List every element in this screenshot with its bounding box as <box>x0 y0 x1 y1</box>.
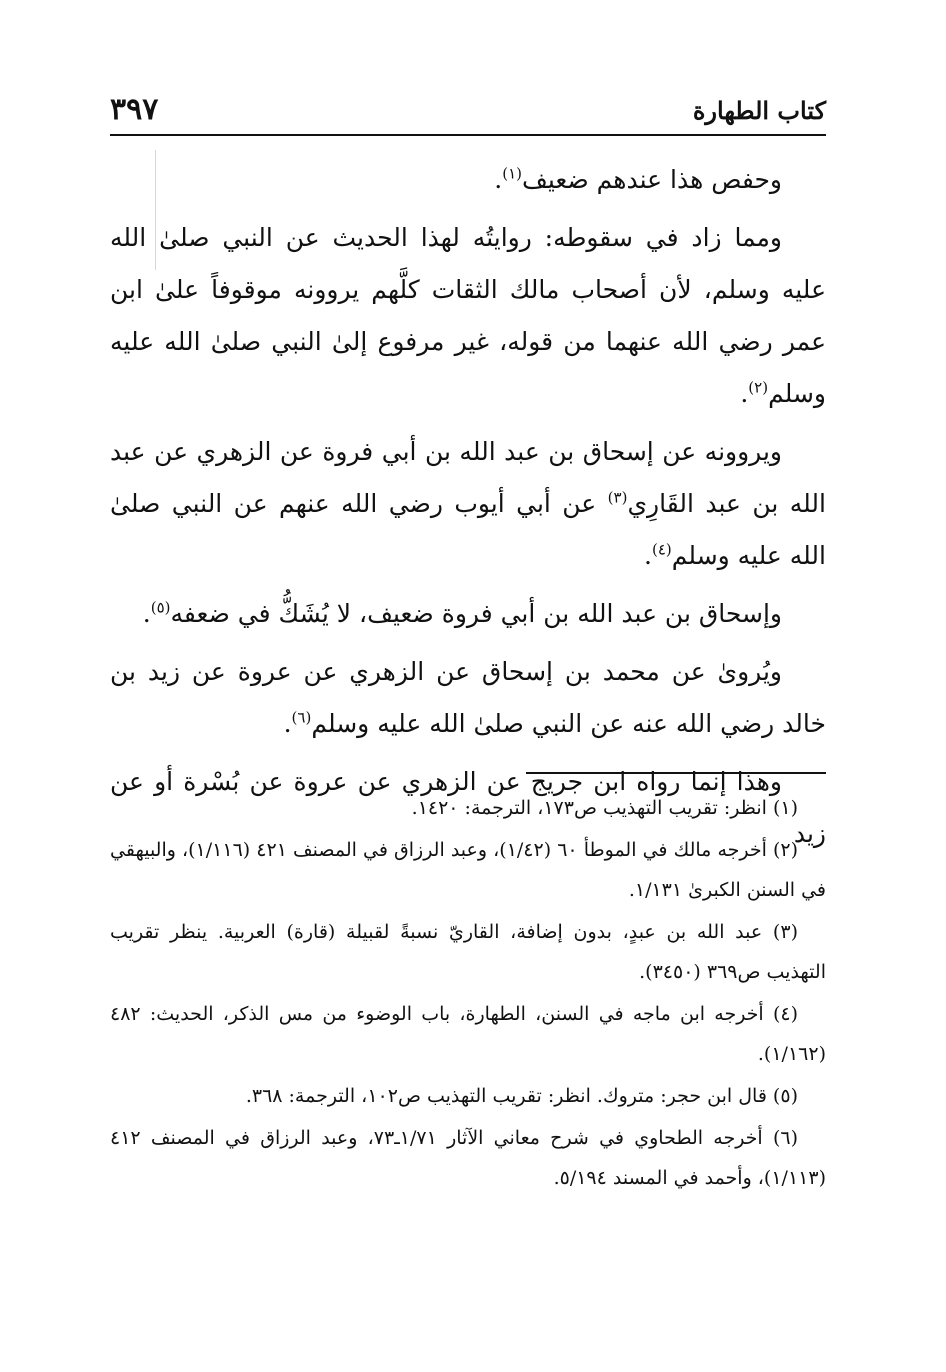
paragraph-2: ومما زاد في سقوطه: روايتُه لهذا الحديث عن النبي صلىٰ الله عليه وسلم، لأن أصحاب مالك الثقات كلَّهم يروونه موقوفاً علىٰ ابن عمر رضي الله عنهما من قوله، غير مرفوع إلىٰ النبي صلىٰ الله عليه وسلم$^{(٢)}$. <box>110 223 826 408</box>
footnote-4: (٤) أخرجه ابن ماجه في السنن، الطهارة، باب الوضوء من مس الذكر، الحديث: ٤٨٢ (١/١٦٢). <box>110 1003 826 1065</box>
paragraph-6: وهذا إنما رواه ابن جريج عن الزهري عن عروة عن بُسْرة أو عن زيد <box>110 767 826 848</box>
page-number: ٣٩٧ <box>110 92 159 127</box>
header-rule <box>110 134 826 136</box>
footnote-2: (٢) أخرجه مالك في الموطأ ٦٠ (١/٤٢)، وعبد الرزاق في المصنف ٤٢١ (١/١١٦)، والبيهقي في السنن الكبرىٰ ١/١٣١. <box>110 839 826 901</box>
main-text <box>110 154 826 866</box>
footnote-ref[interactable]: (٥) <box>150 598 171 617</box>
footnote-1: (١) انظر: تقريب التهذيب ص١٧٣، الترجمة: ١٤٢٠. <box>411 797 798 819</box>
footnote-ref[interactable]: (٦) <box>291 708 312 727</box>
footnote-ref[interactable]: (١) <box>502 164 522 183</box>
footnote-ref[interactable]: (٣) <box>607 488 628 507</box>
footnote-3: (٣) عبد الله بن عبدٍ، بدون إضافة، القاريّ نسبةً لقبيلة (قارة) العربية. ينظر تقريب التهذيب ص٣٦٩ (٣٤٥٠). <box>110 921 826 983</box>
footnote-6: (٦) أخرجه الطحاوي في شرح معاني الآثار ١/٧١ـ٧٣، وعبد الرزاق في المصنف ٤١٢ (١/١١٣)، وأحمد في المسند ٥/١٩٤. <box>110 1127 826 1189</box>
footnote-ref[interactable]: (٢) <box>748 378 769 397</box>
page-header <box>110 88 826 128</box>
paragraph-4: وإسحاق بن عبد الله بن أبي فروة ضعيف، لا يُشَكُّ في ضعفه$^{(٥)}$. <box>142 598 782 628</box>
running-title: كتاب الطهارة <box>692 96 826 125</box>
footnote-ref[interactable]: (٤) <box>652 540 672 559</box>
paragraph-1: وحفص هذا عندهم ضعيف$^{(١)}$. <box>494 164 782 194</box>
footnote-5: (٥) قال ابن حجر: متروك. انظر: تقريب التهذيب ص١٠٢، الترجمة: ٣٦٨. <box>245 1085 798 1107</box>
paragraph-5: ويُروىٰ عن محمد بن إسحاق عن الزهري عن عروة عن زيد بن خالد رضي الله عنه عن النبي صلىٰ الله عليه وسلم$^{(٦)}$. <box>110 657 826 738</box>
book-page <box>110 88 826 1348</box>
footnote-separator <box>526 772 826 774</box>
footnotes <box>110 788 826 1200</box>
paragraph-3: ويروونه عن إسحاق بن عبد الله بن أبي فروة عن الزهري عن عبد الله بن عبد القَارِي$^{(٣)}$ عن أبي أيوب رضي الله عنهم عن النبي صلىٰ الله عليه وسلم$^{(٤)}$. <box>110 437 826 570</box>
